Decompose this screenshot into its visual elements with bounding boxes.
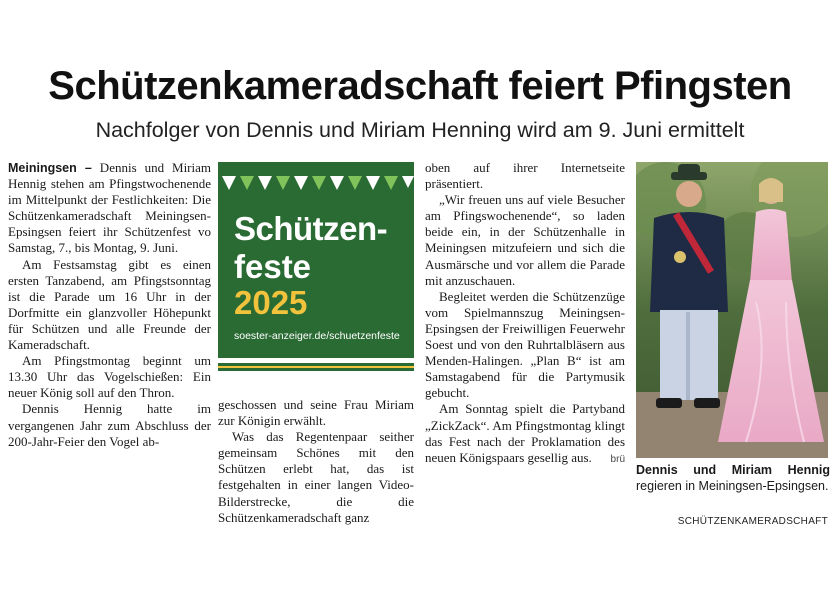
paragraph-text: Dennis und Miriam Hennig stehen am Pfingstwochenende im Mittelpunkt der Festlichkeiten: Die Schützenkameradschaft Meiningsen-Epsingsen feiert ihr Schützenfest vo Samstag, 7., bis Montag, 9. Juni. (8, 160, 211, 256)
schuetzenfeste-ad[interactable] (218, 162, 414, 358)
dateline: Meiningsen – (8, 161, 92, 175)
ad-title-line-2: feste (234, 248, 312, 285)
paragraph: oben auf ihrer Internetseite präsentiert. (425, 160, 625, 192)
paragraph: „Wir freuen uns auf viele Besucher am Pfingswochenende“, so laden beide ein, in der Schützenhalle in Meiningsen mitzufeiern und sich die Ausmärsche und vor allem die Parade mit anzuschauen. (425, 192, 625, 288)
paragraph: Begleitet werden die Schützenzüge vom Spielmannszug Meiningsen-Epsingsen der Freiwilligen Feuerwehr Soest und von den Ruhrtalbläsern aus Menden-Halingen. „Plan B“ ist am Samstagabend für die Partymusik gebucht. (425, 288, 625, 401)
paragraph: Dennis Hennig hatte im vergangenen Jahr zum Abschluss der 200-Jahr-Feier den Vogel ab- (8, 401, 211, 449)
photo-caption (636, 462, 830, 494)
royal-couple-illustration (636, 162, 828, 458)
subheadline: Nachfolger von Dennis und Miriam Henning wird am 9. Juni ermittelt (95, 118, 745, 142)
paragraph: Was das Regentenpaar seither gemeinsam Schönes mit den Schützen erlebt hat, das ist festgehalten in einer langen Video-Bilderstrecke, die die Schützenkameradschaft ganz (218, 429, 414, 525)
paragraph: Am Pfingstmontag beginnt um 13.30 Uhr das Vogelschießen: Ein neuer König soll auf den Thron. (8, 353, 211, 401)
article-column-2 (218, 397, 414, 526)
paragraph-text: Am Sonntag spielt die Partyband „ZickZack“. Am Pfingstmontag klingt das Fest nach der Proklamation des neuen Königspaars gesellig aus. (425, 401, 625, 465)
author-initials: brü (610, 453, 625, 465)
paragraph (8, 160, 211, 257)
caption-names: Dennis und Miriam Hennig (636, 463, 830, 477)
ad-divider-accent (218, 366, 414, 368)
caption-text: regieren in Meiningsen-Epsingsen. (636, 479, 829, 493)
paragraph: geschossen und seine Frau Miriam zur Königin erwählt. (218, 397, 414, 429)
paragraph (425, 401, 625, 465)
article-column-1 (8, 160, 211, 450)
article-column-3 (425, 160, 625, 468)
ad-url-link[interactable]: soester-anzeiger.de/schuetzenfeste (234, 330, 400, 342)
ad-title-line-1: Schützen- (234, 210, 388, 247)
paragraph: Am Festsamstag gibt es einen ersten Tanzabend, am Pfingstsonntag ist die Parade um 16 Uhr in der Dorfmitte ein glanzvoller Höhepunkt für Schützen und alle Freunde der Kameradschaft. (8, 256, 211, 353)
royal-couple-photo (636, 162, 828, 458)
ad-year: 2025 (234, 284, 308, 321)
bunting-flags-icon (218, 176, 414, 196)
photo-credit: SCHÜTZENKAMERADSCHAFT (677, 516, 828, 527)
headline: Schützenkameradschaft feiert Pfingsten (48, 64, 792, 108)
